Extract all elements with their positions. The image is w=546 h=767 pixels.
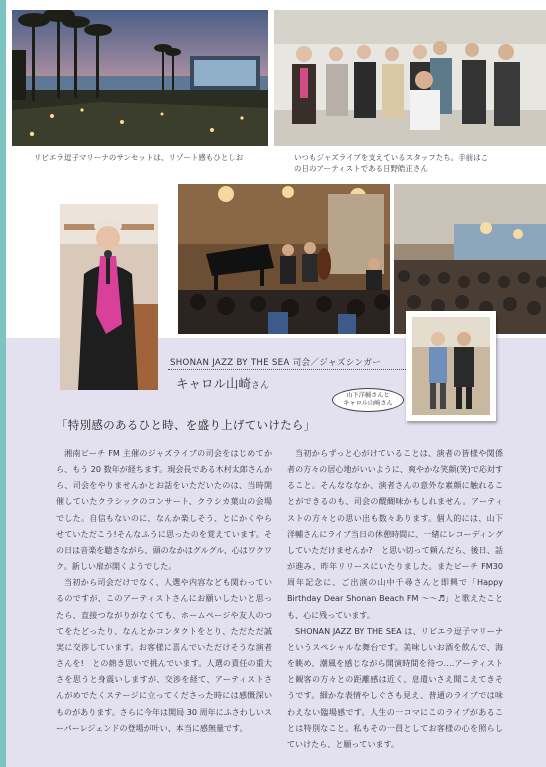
bubble-line-1: 山下洋輔さんと [346, 392, 390, 399]
yamashita-carol-photo [412, 317, 490, 415]
article-heading: 「特別感のあるひと時、を盛り上げていけたら」 [56, 418, 316, 432]
staff-caption-line-2: の日のアーティストである日野皓正さん [294, 164, 429, 173]
host-name-suffix: さん [251, 381, 270, 391]
marina-sunset-photo [12, 10, 268, 146]
paragraph: 当初から司会だけでなく、人選や内容なども関わっているのですが、このアーティストさんにお願いしたいと思ったら、直接つながりがなくても、ホームページや友人のつてをたどったり、なんとかコンタクトをとり、ただただ誠実に交渉しています。お客様に喜んでいただけそうな演者さんを! との熱き思いで挑んでいます。人選の責任の重大さを思うと身震いしますが、交渉を経て、アーティストさんがめでたくステージに立ってくださった時には感慨深いものがあります。さらに今年は開局 30 周年にふさわしいスーパーレジェンドの登場が叶い、本当に感無量です。 [56, 578, 272, 733]
host-name [176, 374, 269, 392]
carol-singer-photo [60, 204, 158, 390]
paragraph: 湘南ビーチ FM 主催のジャズライブの司会をはじめてから、もう 20 数年が経ちます。現会長である木村太郎さんから、司会をやりませんかとお話をいただいたのは、当時開催していたクラシックのコンサート、クラシカ葉山の会場でした。自信もないのに、なんか楽しそう、とにかくやらせていただこう!そんなふうに思ったのを覚えています。その日は音楽を聴きながら、頭のなかはグルグル、心はワクワク。新しい扉が開くようでした。 [56, 449, 272, 572]
host-name-text: キャロル山崎 [176, 376, 252, 391]
role-divider [168, 369, 406, 370]
paragraph: 当初からずっと心がけていることは、演者の皆様や関係者の方々の居心地がいいように、爽やかな笑顔(笑)で応対すること。そんなななか、演者さんの意外な素顔に触れることができるのも、司会の醍醐味かもしれません。アーティストの方々との思い出も数々あります。個人的には、山下洋輔さんにライブ当日の休憩時間に、一緒にレコーディングしていただけませんか? と思い切って頼んだら、後日、話が進み、昨年リリースにいたりました。またビーチ FM30 周年記念に、ご出演の山中千尋さんと即興で「Happy Birthday Dear Shonan Beach FM 〜〜♬」と歌えたことも、心に残っています。 [287, 449, 503, 620]
inset-photo-frame [406, 311, 496, 421]
bubble-line-2: キャロル山崎さん [343, 400, 393, 407]
band-stage-photo [178, 184, 390, 334]
paragraph: SHONAN JAZZ BY THE SEA は、リビエラ逗子マリーナというスペシャルな舞台です。美味しいお酒を飲んで、海を眺め、潮風を感じながら開演時間を待つ‥‥アーティストと観客の方々との距離感は近く、息遣いさえ聞こえてきそうです。細かな表情やしぐさも見え、普通のライブでは味わえない臨場感です。人生の一コマにこのライブがあることは特別なこと。私もその一員としてお客様の心を照らしていけたら、と願っています。 [287, 626, 503, 749]
staff-caption-line-1: いつもジャズライブを支えているスタッフたち。手前はこ [294, 153, 489, 162]
article-column-left [56, 446, 272, 737]
host-role: SHONAN JAZZ BY THE SEA 司会／ジャズシンガー [170, 358, 382, 368]
marina-caption: リビエラ逗子マリーナのサンセットは、リゾート感もひとしお [34, 153, 244, 162]
article-column-right [287, 446, 503, 753]
staff-group-photo [274, 10, 546, 146]
photo-label-bubble [332, 388, 404, 412]
